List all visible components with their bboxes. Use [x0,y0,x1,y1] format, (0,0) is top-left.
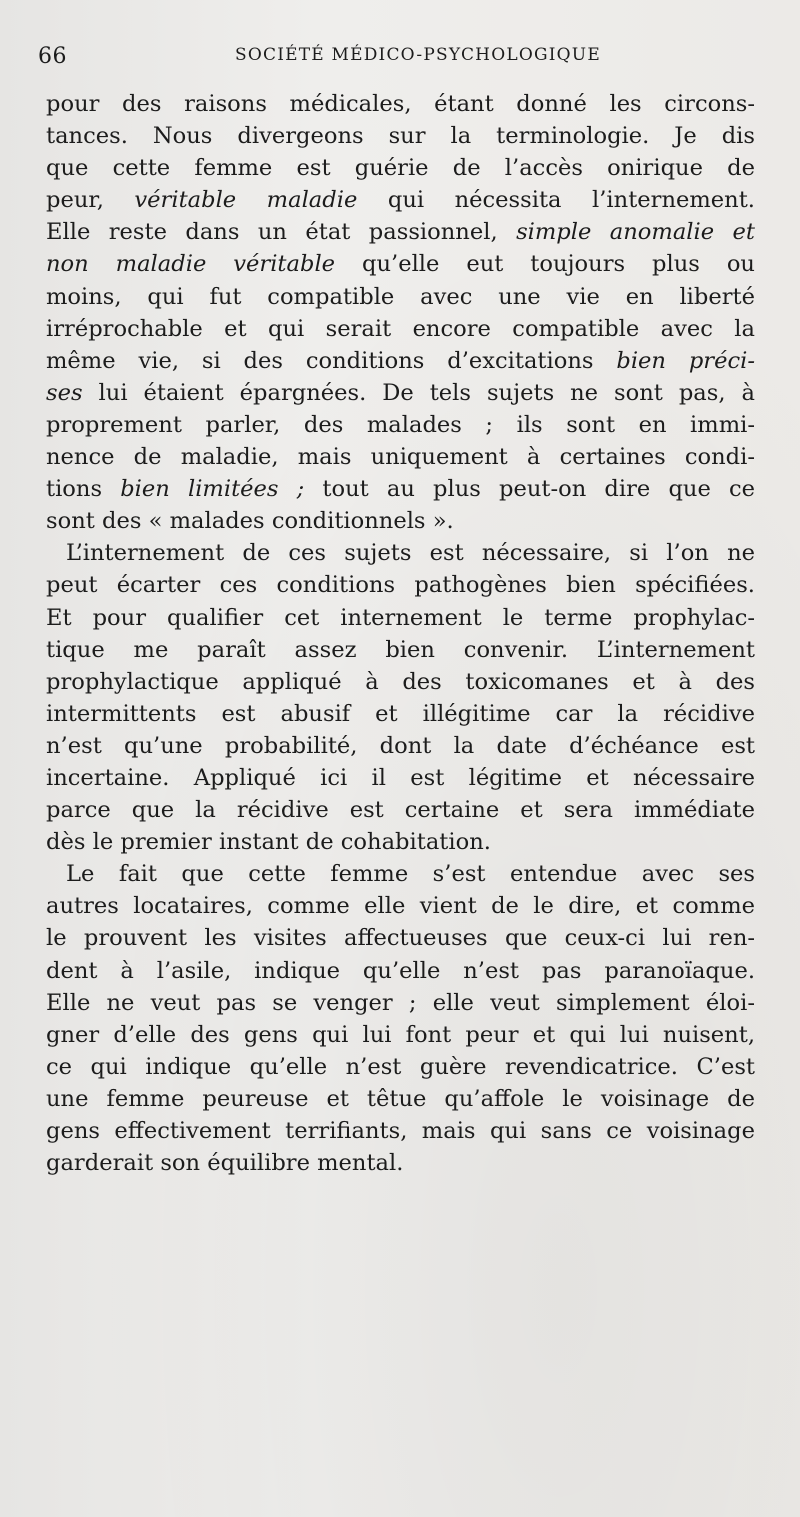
italic-text: ses [46,379,83,406]
text-line [46,987,755,1019]
text-line [46,858,755,890]
text-line [46,794,755,826]
text-segment: intermittents est abusif et illégitime car la récidive [46,700,755,727]
text-line [46,120,755,152]
page-header [38,40,758,72]
text-segment: le prouvent les visites affectueuses que ceux-ci lui ren- [46,925,755,952]
text-line [46,184,755,216]
text-segment: Elle reste dans un état passionnel, [46,219,517,246]
text-segment: parce que la récidive est certaine et sera immédiate [46,797,755,824]
text-segment: Le fait que cette femme s’est entendue avec ses [66,861,755,888]
text-line [46,537,755,569]
text-line [46,377,755,409]
text-line [46,441,755,473]
italic-text: simple anomalie et [516,219,755,246]
text-segment: prophylactique appliqué à des toxicomanes et à des [46,668,755,695]
italic-text: véritable maladie [134,187,358,214]
text-line [46,216,755,248]
text-segment: n’est qu’une probabilité, dont la date d’échéance est [46,732,755,759]
text-segment: garderait son équilibre mental. [46,1150,404,1177]
text-line [46,505,755,537]
text-segment: qui nécessita l’internement. [357,187,755,214]
text-line [46,826,755,858]
text-line [46,281,755,313]
text-segment: irréprochable et qui serait encore compatible avec la [46,315,755,342]
text-segment: pour des raisons médicales, étant donné les circons- [46,91,755,117]
text-line [46,248,755,280]
text-segment: dent à l’asile, indique qu’elle n’est pas paranoïaque. [46,957,755,984]
text-line [46,1051,755,1083]
text-segment: tique me paraît assez bien convenir. L’internement [46,636,755,663]
text-line [46,602,755,634]
text-line [46,345,755,377]
text-segment: lui étaient épargnées. De tels sujets ne sont pas, à [82,379,755,406]
text-segment: Et pour qualifier cet internement le terme prophylac- [46,604,755,631]
text-segment: proprement parler, des malades ; ils sont en immi- [46,411,755,438]
running-head: SOCIÉTÉ MÉDICO-PSYCHOLOGIQUE [235,45,601,65]
text-line [46,1115,755,1147]
text-line [46,922,755,954]
text-segment: tions [46,476,121,503]
text-segment: tout au plus peut-on dire que ce [304,476,756,503]
text-segment: Elle ne veut pas se venger ; elle veut simplement éloi- [46,989,755,1016]
text-line [46,1019,755,1051]
italic-text: bien limitées ; [120,476,305,503]
text-line [46,666,755,698]
text-segment: que cette femme est guérie de l’accès onirique de [46,155,755,182]
text-line [46,473,755,505]
text-segment: incertaine. Appliqué ici il est légitime et nécessaire [46,764,755,791]
text-segment: même vie, si des conditions d’excitations [46,347,617,374]
text-segment: tances. Nous divergeons sur la terminologie. Je dis [46,123,755,150]
text-segment: une femme peureuse et têtue qu’affole le voisinage de [46,1085,755,1112]
text-segment: nence de maladie, mais uniquement à certaines condi- [46,444,755,471]
text-segment: sont des « malades conditionnels ». [46,508,454,535]
text-segment: dès le premier instant de cohabitation. [46,829,491,856]
text-line [46,569,755,601]
text-segment: peur, [46,187,135,214]
text-segment: ce qui indique qu’elle n’est guère revendicatrice. C’est [46,1053,755,1080]
text-segment: moins, qui fut compatible avec une vie en liberté [46,283,755,310]
page-number: 66 [38,44,67,69]
text-line [46,698,755,730]
text-line [46,634,755,666]
body-text [46,88,755,1179]
text-line [46,313,755,345]
text-line [46,88,755,120]
text-segment: gner d’elle des gens qui lui font peur et qui lui nuisent, [46,1021,755,1048]
text-line [46,152,755,184]
italic-text: non maladie véritable [46,251,336,278]
text-segment: gens effectivement terrifiants, mais qui sans ce voisinage [46,1118,755,1144]
italic-text: bien préci- [616,347,755,374]
text-line [46,890,755,922]
text-line [46,955,755,987]
text-line [46,730,755,762]
text-line [46,762,755,794]
text-line [46,1147,755,1179]
text-segment: autres locataires, comme elle vient de le dire, et comme [46,893,755,920]
text-segment: L’internement de ces sujets est nécessaire, si l’on ne [66,540,755,567]
text-segment: qu’elle eut toujours plus ou [335,251,755,278]
text-line [46,1083,755,1115]
text-segment: peut écarter ces conditions pathogènes bien spécifiées. [46,572,755,599]
text-line [46,409,755,441]
